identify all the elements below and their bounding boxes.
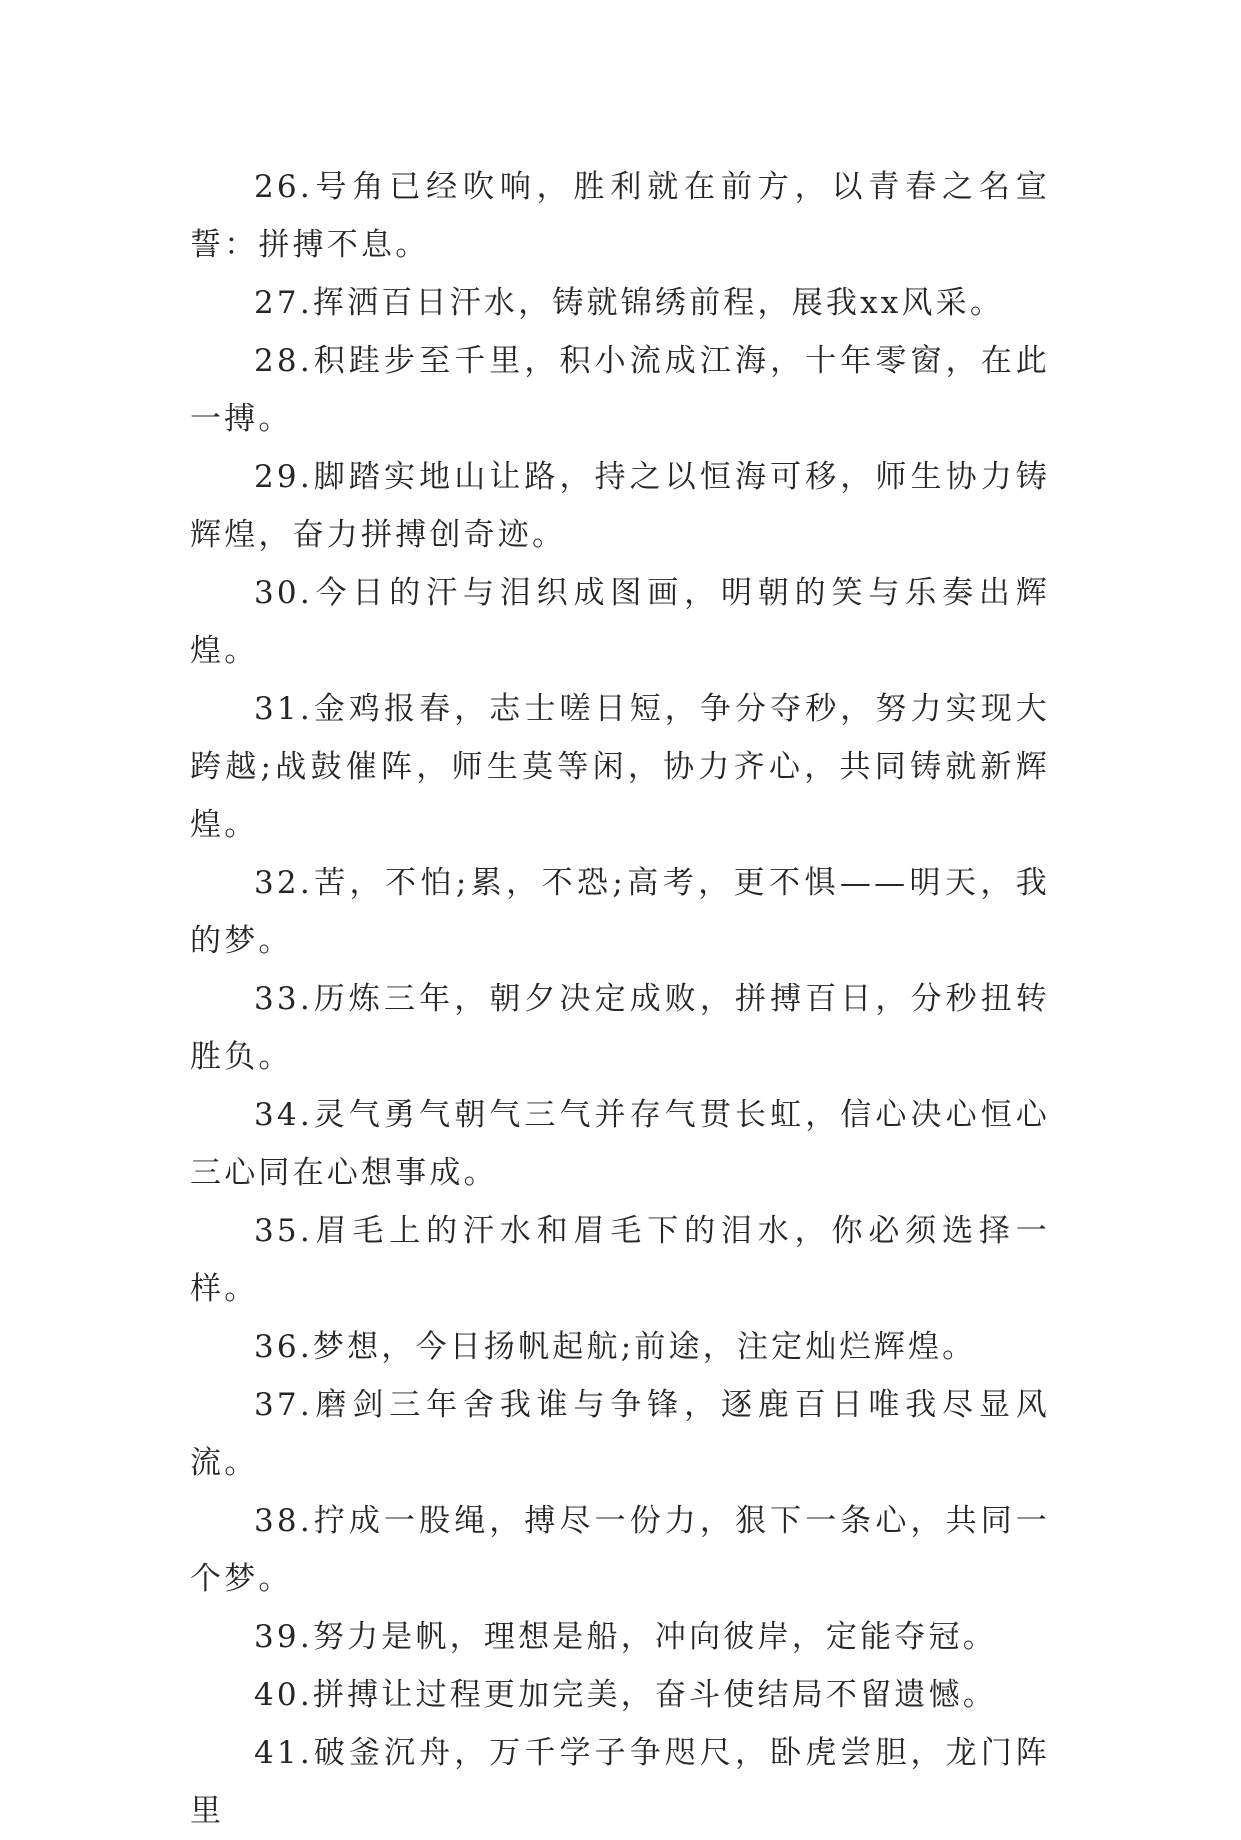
document-body xyxy=(190,158,1050,1840)
paragraph-36: 36.梦想，今日扬帆起航;前途，注定灿烂辉煌。 xyxy=(254,1329,977,1365)
paragraph-32: 32.苦，不怕;累，不恐;高考，更不惧——明天，我的梦。 xyxy=(190,865,1050,959)
paragraph-38: 38.拧成一股绳，搏尽一份力，狠下一条心，共同一个梦。 xyxy=(190,1503,1050,1597)
paragraph-29: 29.脚踏实地山让路，持之以恒海可移，师生协力铸辉煌，奋力拼搏创奇迹。 xyxy=(190,459,1050,553)
paragraph-33: 33.历炼三年，朝夕决定成败，拼搏百日，分秒扭转胜负。 xyxy=(190,981,1050,1075)
paragraph-35: 35.眉毛上的汗水和眉毛下的泪水，你必须选择一样。 xyxy=(190,1213,1050,1307)
paragraph-34: 34.灵气勇气朝气三气并存气贯长虹，信心决心恒心三心同在心想事成。 xyxy=(190,1097,1050,1191)
paragraph-40: 40.拼搏让过程更加完美，奋斗使结局不留遗憾。 xyxy=(254,1677,997,1713)
paragraph-26: 26.号角已经吹响，胜利就在前方，以青春之名宣誓：拼搏不息。 xyxy=(190,169,1050,263)
paragraph-31: 31.金鸡报春，志士嗟日短，争分夺秒，努力实现大跨越;战鼓催阵，师生莫等闲，协力齐心，共同铸就新辉煌。 xyxy=(190,691,1050,843)
paragraph-28: 28.积跬步至千里，积小流成江海，十年零窗，在此一搏。 xyxy=(190,343,1050,437)
paragraph-30: 30.今日的汗与泪织成图画，明朝的笑与乐奏出辉煌。 xyxy=(190,575,1050,669)
paragraph-39: 39.努力是帆，理想是船，冲向彼岸，定能夺冠。 xyxy=(254,1619,997,1655)
paragraph-27: 27.挥洒百日汗水，铸就锦绣前程，展我xx风采。 xyxy=(254,285,1005,321)
paragraph-41: 41.破釜沉舟，万千学子争咫尺，卧虎尝胆，龙门阵里 xyxy=(190,1735,1050,1829)
paragraph-37: 37.磨剑三年舍我谁与争锋，逐鹿百日唯我尽显风流。 xyxy=(190,1387,1050,1481)
